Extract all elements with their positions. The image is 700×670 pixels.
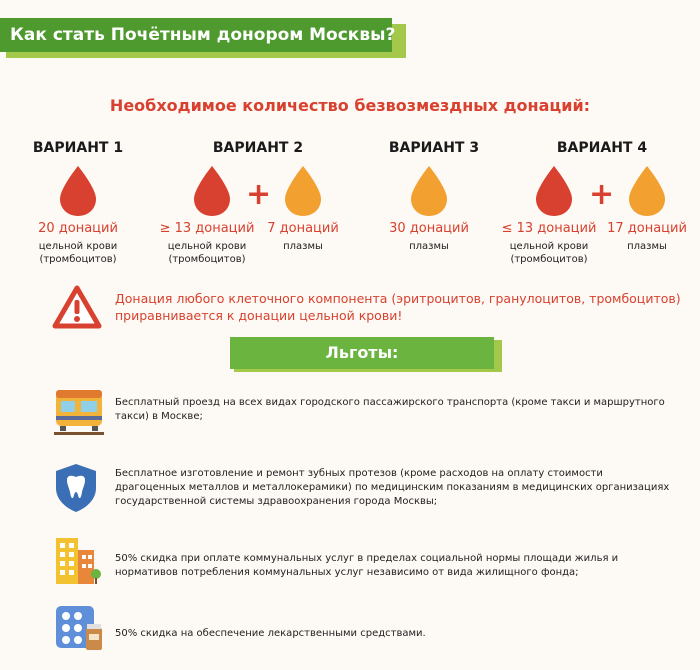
variant-2-count-blood: ≥ 13 донаций <box>159 221 255 236</box>
desc-line: плазмы <box>283 241 323 252</box>
variant-2-desc-blood <box>157 240 257 266</box>
variant-2-desc-plasma <box>258 240 348 253</box>
variant-3-count: 30 донаций <box>389 221 469 236</box>
pills-icon <box>52 602 104 654</box>
title-banner <box>0 18 400 54</box>
variant-2-count-plasma: 7 донаций <box>267 221 339 236</box>
desc-line: (тромбоцитов) <box>168 254 246 265</box>
warning-text <box>115 290 695 324</box>
variant-4-count-blood: ≤ 13 донаций <box>501 221 597 236</box>
benefits-banner <box>230 337 500 371</box>
buildings-icon <box>52 534 102 586</box>
orange-plasma-drop-icon <box>408 164 450 218</box>
benefits-title: Льготы: <box>230 337 494 369</box>
plus-sign: + <box>246 177 272 212</box>
desc-line: цельной крови <box>167 241 247 252</box>
variant-3-desc <box>379 240 479 253</box>
plus-sign: + <box>589 177 615 212</box>
desc-line: плазмы <box>627 241 667 252</box>
train-icon <box>52 386 106 438</box>
variant-1-title: ВАРИАНТ 1 <box>32 140 124 156</box>
orange-plasma-drop-icon <box>626 164 668 218</box>
variant-4-desc-blood <box>499 240 599 266</box>
warning-line: приравнивается к донации цельной крови! <box>115 308 403 323</box>
desc-line: плазмы <box>409 241 449 252</box>
warning-line: Донация любого клеточного компонента (эритроцитов, гранулоцитов, тромбоцитов) <box>115 291 681 306</box>
variant-3-title: ВАРИАНТ 3 <box>388 140 480 156</box>
benefit-dental-text: Бесплатное изготовление и ремонт зубных протезов (кроме расходов на оплату стоимости драгоценных металлов и металлокерамики) по медицинским показаниям в медицинских организациях государственной системы здравоохранения города Москвы; <box>115 468 670 507</box>
variant-4-title: ВАРИАНТ 4 <box>556 140 648 156</box>
variant-1-desc <box>28 240 128 266</box>
warning-icon <box>52 284 102 330</box>
page-title: Как стать Почётным донором Москвы? <box>0 18 392 52</box>
red-blood-drop-icon <box>533 164 575 218</box>
desc-line: (тромбоцитов) <box>39 254 117 265</box>
donations-subtitle: Необходимое количество безвозмездных донаций: <box>109 96 591 115</box>
red-blood-drop-icon <box>191 164 233 218</box>
variant-2-title: ВАРИАНТ 2 <box>212 140 304 156</box>
benefit-transport-text: Бесплатный проезд на всех видах городского пассажирского транспорта (кроме такси и маршрутного такси) в Москве; <box>115 397 665 422</box>
red-blood-drop-icon <box>57 164 99 218</box>
benefit-medicines-text: 50% скидка на обеспечение лекарственными средствами. <box>115 628 426 639</box>
variant-1-count: 20 донаций <box>38 221 118 236</box>
variant-4-count-plasma: 17 донаций <box>607 221 687 236</box>
desc-line: (тромбоцитов) <box>510 254 588 265</box>
benefit-utilities-text: 50% скидка при оплате коммунальных услуг в пределах социальной нормы площади жилья и нормативов потребления коммунальных услуг независимо от вида жилищного фонда; <box>115 553 619 578</box>
orange-plasma-drop-icon <box>282 164 324 218</box>
tooth-shield-icon <box>52 462 100 514</box>
desc-line: цельной крови <box>509 241 589 252</box>
desc-line: цельной крови <box>38 241 118 252</box>
variant-4-desc-plasma <box>602 240 692 253</box>
